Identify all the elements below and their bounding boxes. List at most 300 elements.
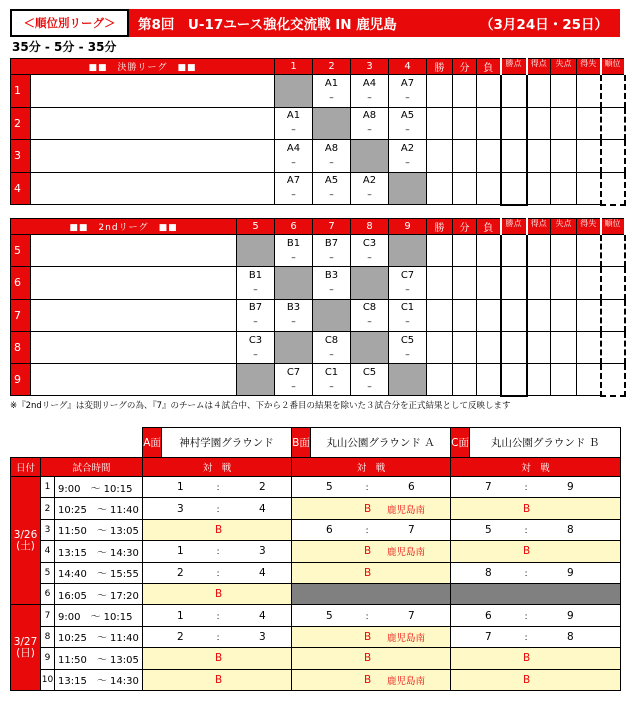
match-separator: ： [216, 569, 226, 580]
match-cell-text: A2 [362, 175, 377, 187]
header-match: 対 戦 [451, 458, 621, 477]
match-separator: ： [216, 633, 226, 644]
col-stat-5: 失点 [551, 59, 577, 75]
match-cell-text: – [367, 92, 372, 103]
day-date-text: 3/27 [13, 635, 38, 648]
match-cell [275, 75, 313, 108]
day-date-text: 3/26 [13, 528, 38, 541]
match-closed [292, 583, 451, 604]
match-cell-text: C5 [400, 334, 415, 346]
stat-cell [501, 107, 527, 140]
home-team: 8 [485, 566, 492, 579]
match-time: 11:50 ～ 13:05 [55, 648, 143, 669]
stat-cell [501, 140, 527, 173]
match-cell [313, 140, 351, 173]
match-cell-text: – [367, 252, 372, 263]
schedule-row [11, 562, 621, 583]
col-stat-0: 勝 [427, 59, 453, 75]
stat-cell [453, 235, 477, 267]
stat-cell [453, 267, 477, 299]
stat-cell [551, 331, 577, 363]
stat-cell [477, 140, 501, 173]
match-cell [351, 267, 389, 299]
match-pair [143, 477, 292, 498]
row-number: 8 [11, 331, 31, 363]
col-stat-3: 勝点 [501, 219, 527, 235]
match-pair [451, 519, 621, 540]
match-cell [313, 235, 351, 267]
league-row [11, 172, 625, 205]
match-cell [389, 299, 427, 331]
stat-cell [501, 75, 527, 108]
stat-cell [601, 364, 625, 396]
match-number: 7 [41, 605, 55, 626]
venue-name-0: 神村学園グラウンド [162, 428, 292, 458]
match-cell [237, 299, 275, 331]
match-bye [143, 669, 292, 690]
match-time: 16:05 ～ 17:20 [55, 583, 143, 604]
stat-cell [601, 267, 625, 299]
match-separator: ： [524, 483, 534, 494]
match-cell [237, 331, 275, 363]
match-bye [292, 626, 451, 647]
league-row [11, 107, 625, 140]
row-number: 4 [11, 172, 31, 205]
stat-cell [601, 299, 625, 331]
match-time: 13:15 ～ 14:30 [55, 541, 143, 562]
stat-cell [551, 140, 577, 173]
match-cell-text: – [291, 157, 296, 168]
stat-cell [453, 172, 477, 205]
league-row [11, 140, 625, 173]
stat-cell [477, 235, 501, 267]
stat-cell [427, 172, 453, 205]
row-number: 6 [11, 267, 31, 299]
match-cell [351, 107, 389, 140]
match-time: 10:25 ～ 11:40 [55, 498, 143, 519]
match-cell [237, 364, 275, 396]
league-title: ■■ 2ndリーグ ■■ [11, 219, 237, 235]
match-number: 1 [41, 477, 55, 498]
match-cell [351, 299, 389, 331]
match-cell-text: A4 [362, 77, 377, 89]
match-cell-text: – [367, 381, 372, 392]
stat-cell [453, 331, 477, 363]
match-cell [313, 267, 351, 299]
stat-cell [501, 364, 527, 396]
match-closed [451, 583, 621, 604]
match-cell-text: B3 [286, 302, 301, 314]
stat-cell [577, 75, 601, 108]
away-team: 4 [259, 502, 266, 515]
match-cell-text: C8 [324, 334, 339, 346]
bye-slot: B [523, 502, 531, 515]
league-row [11, 235, 625, 267]
match-bye [451, 498, 621, 519]
match-cell-text: B7 [324, 237, 339, 249]
stat-cell [577, 299, 601, 331]
match-cell-text: – [329, 349, 334, 360]
match-bye [292, 562, 451, 583]
team-name-cell [31, 140, 275, 173]
match-cell-text: – [291, 381, 296, 392]
col-stat-1: 分 [453, 59, 477, 75]
league-row [11, 75, 625, 108]
bye-slot: B [364, 545, 372, 558]
match-bye [143, 583, 292, 604]
match-number: 10 [41, 669, 55, 690]
home-team: 1 [177, 545, 184, 558]
stat-cell [577, 235, 601, 267]
stat-cell [501, 299, 527, 331]
match-cell [351, 331, 389, 363]
match-separator: ： [365, 483, 375, 494]
col-team-5: 5 [237, 219, 275, 235]
col-stat-0: 勝 [427, 219, 453, 235]
match-cell [275, 364, 313, 396]
col-stat-5: 失点 [551, 219, 577, 235]
home-team: 7 [485, 481, 492, 494]
stat-cell [477, 75, 501, 108]
match-cell-text: C3 [362, 237, 377, 249]
match-time: 9:00 ～ 10:15 [55, 605, 143, 626]
schedule-row [11, 498, 621, 519]
match-cell [389, 331, 427, 363]
match-cell [351, 364, 389, 396]
match-cell-text: – [329, 381, 334, 392]
col-stat-6: 得失 [577, 59, 601, 75]
stat-cell [527, 267, 551, 299]
schedule-row [11, 541, 621, 562]
match-cell [313, 364, 351, 396]
stat-cell [551, 107, 577, 140]
bye-slot: B [364, 652, 372, 665]
match-pair [451, 605, 621, 626]
match-bye [292, 648, 451, 669]
match-cell [275, 267, 313, 299]
league-note: ※『2ndリーグ』は変則リーグの為、『7』のチームは４試合中、下から２番目の結果を除いた３試合分を正式結果として反映します [10, 401, 511, 411]
match-number: 8 [41, 626, 55, 647]
schedule-row [11, 583, 621, 604]
second-league-table [10, 218, 626, 397]
match-pair [451, 562, 621, 583]
row-number: 7 [11, 299, 31, 331]
row-number: 5 [11, 235, 31, 267]
team-name-cell [31, 235, 237, 267]
match-number: 3 [41, 519, 55, 540]
title-dates: （3月24日・25日） [480, 17, 608, 33]
stat-cell [453, 364, 477, 396]
venue-code-1: B面 [292, 428, 311, 458]
match-cell-text: – [405, 92, 410, 103]
team-name-cell [31, 267, 237, 299]
bye-slot: B [364, 673, 372, 686]
match-bye [292, 498, 451, 519]
stat-cell [427, 331, 453, 363]
stat-cell [601, 140, 625, 173]
stat-cell [527, 331, 551, 363]
col-stat-4: 得点 [527, 219, 551, 235]
match-number: 9 [41, 648, 55, 669]
away-team: 9 [567, 609, 574, 622]
match-cell-text: B1 [248, 269, 263, 281]
bye-team-name: 鹿児島南 [387, 547, 426, 559]
col-stat-7: 順位 [601, 219, 625, 235]
match-separator: ： [524, 612, 534, 623]
league-row [11, 299, 625, 331]
stat-cell [477, 299, 501, 331]
match-cell-text: – [329, 284, 334, 295]
stat-cell [427, 235, 453, 267]
match-cell-text: C7 [286, 366, 301, 378]
bye-slot: B [364, 566, 372, 579]
match-cell [351, 140, 389, 173]
stat-cell [427, 75, 453, 108]
match-pair [143, 562, 292, 583]
stat-cell [527, 172, 551, 205]
away-team: 3 [259, 630, 266, 643]
match-cell-text: – [405, 284, 410, 295]
day-date-text: (日) [16, 646, 35, 659]
match-cell-text: C1 [324, 366, 339, 378]
col-team-4: 4 [389, 59, 427, 75]
stat-cell [577, 172, 601, 205]
title-text: 第8回 U-17ユース強化交流戦 IN 鹿児島 [138, 17, 397, 33]
col-stat-4: 得点 [527, 59, 551, 75]
stat-cell [501, 331, 527, 363]
match-number: 6 [41, 583, 55, 604]
match-cell-text: B3 [324, 269, 339, 281]
stat-cell [427, 140, 453, 173]
match-separator: ： [216, 505, 226, 516]
match-time: 14:40 ～ 15:55 [55, 562, 143, 583]
match-cell-text: – [367, 190, 372, 201]
bye-slot: B [523, 652, 531, 665]
away-team: 7 [408, 609, 415, 622]
col-team-3: 3 [351, 59, 389, 75]
col-stat-3: 勝点 [501, 59, 527, 75]
match-separator: ： [216, 547, 226, 558]
bye-slot: B [215, 588, 223, 601]
home-team: 3 [177, 502, 184, 515]
team-name-cell [31, 107, 275, 140]
stat-cell [601, 331, 625, 363]
match-cell [313, 331, 351, 363]
col-stat-7: 順位 [601, 59, 625, 75]
schedule-row [11, 477, 621, 498]
header-match: 対 戦 [292, 458, 451, 477]
venue-code-2: C面 [451, 428, 470, 458]
match-pair [451, 477, 621, 498]
match-time: 10:25 ～ 11:40 [55, 626, 143, 647]
stat-cell [527, 364, 551, 396]
match-cell-text: C7 [400, 269, 415, 281]
match-cell-text: – [405, 317, 410, 328]
stat-cell [501, 235, 527, 267]
match-pair [292, 477, 451, 498]
home-team: 6 [485, 609, 492, 622]
match-separator: ： [524, 569, 534, 580]
home-team: 2 [177, 566, 184, 579]
away-team: 3 [259, 545, 266, 558]
match-cell [275, 235, 313, 267]
venue-name-1: 丸山公園グラウンド Ａ [311, 428, 451, 458]
stat-cell [601, 235, 625, 267]
home-team: 6 [326, 523, 333, 536]
match-bye [451, 669, 621, 690]
row-number: 3 [11, 140, 31, 173]
match-cell-text: – [405, 125, 410, 136]
match-cell [313, 299, 351, 331]
match-cell [389, 235, 427, 267]
stat-cell [427, 107, 453, 140]
schedule-row [11, 626, 621, 647]
match-cell-text: – [291, 125, 296, 136]
bye-slot: B [215, 652, 223, 665]
match-cell-text: – [405, 349, 410, 360]
venue-code-0: A面 [143, 428, 162, 458]
match-cell-text: A5 [324, 175, 339, 187]
match-cell-text: C3 [248, 334, 263, 346]
away-team: 9 [567, 566, 574, 579]
row-number: 1 [11, 75, 31, 108]
match-cell-text: – [253, 349, 258, 360]
match-bye [451, 541, 621, 562]
stat-cell [427, 299, 453, 331]
match-cell-text: – [291, 190, 296, 201]
final-league-table [10, 58, 626, 206]
stat-cell [601, 75, 625, 108]
match-number: 5 [41, 562, 55, 583]
match-cell [275, 331, 313, 363]
home-team: 1 [177, 481, 184, 494]
col-stat-1: 分 [453, 219, 477, 235]
match-bye [143, 519, 292, 540]
match-cell-text: – [329, 252, 334, 263]
stat-cell [551, 267, 577, 299]
league-row [11, 267, 625, 299]
match-cell [389, 75, 427, 108]
match-cell-text: A1 [324, 77, 339, 89]
match-cell [313, 107, 351, 140]
match-separator: ： [216, 483, 226, 494]
match-format: 35分 - 5分 - 35分 [12, 40, 117, 54]
schedule-row [11, 648, 621, 669]
match-bye [143, 648, 292, 669]
match-cell [237, 235, 275, 267]
stat-cell [527, 140, 551, 173]
match-cell-text: – [253, 317, 258, 328]
stat-cell [577, 331, 601, 363]
stat-cell [527, 299, 551, 331]
col-stat-2: 負 [477, 59, 501, 75]
header-time: 試合時間 [41, 458, 143, 477]
match-cell-text: A4 [286, 142, 301, 154]
col-team-9: 9 [389, 219, 427, 235]
schedule-table [10, 427, 621, 691]
team-name-cell [31, 299, 237, 331]
match-cell-text: C1 [400, 302, 415, 314]
away-team: 4 [259, 566, 266, 579]
stat-cell [551, 364, 577, 396]
stat-cell [577, 267, 601, 299]
match-cell-text: A7 [400, 77, 415, 89]
stat-cell [527, 75, 551, 108]
schedule-blank [11, 428, 143, 458]
match-cell [313, 75, 351, 108]
match-cell-text: C5 [362, 366, 377, 378]
venue-name-2: 丸山公園グラウンド Ｂ [470, 428, 621, 458]
match-cell-text: A8 [362, 110, 377, 122]
team-name-cell [31, 172, 275, 205]
league-title: ■■ 決勝リーグ ■■ [11, 59, 275, 75]
bye-slot: B [364, 630, 372, 643]
stat-cell [453, 107, 477, 140]
match-separator: ： [524, 526, 534, 537]
match-cell [275, 107, 313, 140]
match-pair [143, 626, 292, 647]
col-team-8: 8 [351, 219, 389, 235]
match-cell [237, 267, 275, 299]
match-cell-text: – [367, 125, 372, 136]
match-cell-text: – [367, 317, 372, 328]
col-team-1: 1 [275, 59, 313, 75]
match-cell-text: A7 [286, 175, 301, 187]
match-cell-text: B1 [286, 237, 301, 249]
col-team-2: 2 [313, 59, 351, 75]
match-cell-text: – [405, 157, 410, 168]
match-number: 4 [41, 541, 55, 562]
stat-cell [477, 172, 501, 205]
home-team: 5 [326, 481, 333, 494]
match-cell-text: B7 [248, 302, 263, 314]
match-cell [351, 172, 389, 205]
match-pair [451, 626, 621, 647]
match-separator: ： [365, 526, 375, 537]
match-pair [292, 519, 451, 540]
match-cell-text: – [291, 317, 296, 328]
match-cell-text: A1 [286, 110, 301, 122]
home-team: 5 [326, 609, 333, 622]
match-pair [292, 605, 451, 626]
stat-cell [527, 107, 551, 140]
header-match: 対 戦 [143, 458, 292, 477]
match-cell [389, 267, 427, 299]
stat-cell [551, 299, 577, 331]
league-row [11, 331, 625, 363]
match-bye [292, 669, 451, 690]
match-cell [275, 140, 313, 173]
stat-cell [453, 75, 477, 108]
away-team: 4 [259, 609, 266, 622]
match-cell-text: – [329, 92, 334, 103]
match-separator: ： [365, 612, 375, 623]
match-time: 13:15 ～ 14:30 [55, 669, 143, 690]
match-time: 11:50 ～ 13:05 [55, 519, 143, 540]
away-team: 8 [567, 630, 574, 643]
away-team: 9 [567, 481, 574, 494]
schedule-row [11, 669, 621, 690]
bye-slot: B [523, 673, 531, 686]
day-date-text: (土) [16, 539, 35, 552]
stat-cell [577, 140, 601, 173]
match-separator: ： [524, 633, 534, 644]
match-cell [275, 172, 313, 205]
match-cell [351, 235, 389, 267]
bye-team-name: 鹿児島南 [387, 675, 426, 687]
away-team: 8 [567, 523, 574, 536]
header-banner [10, 9, 620, 37]
